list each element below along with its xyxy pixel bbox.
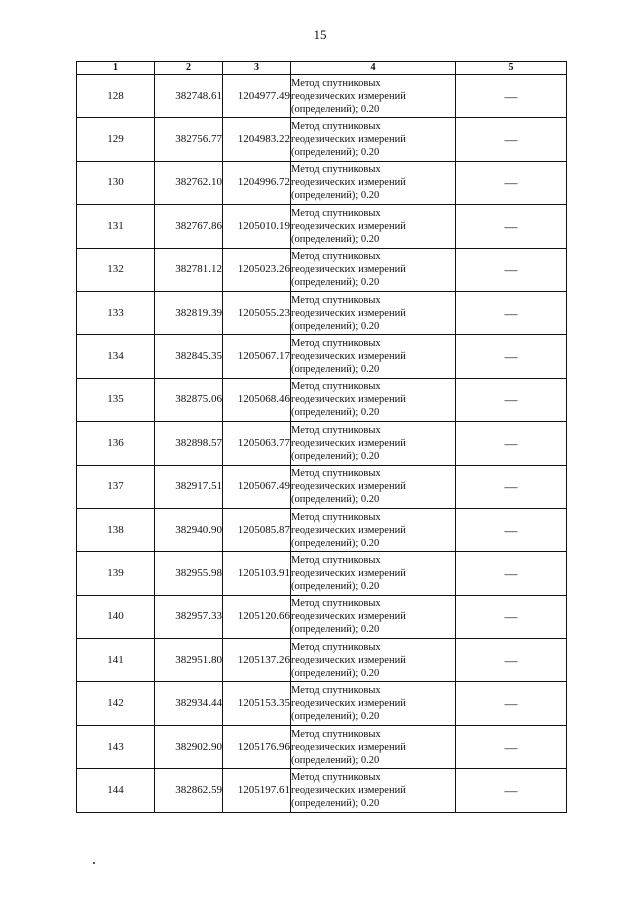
method-line-3: (определений); 0.20 xyxy=(291,320,380,332)
table-row xyxy=(77,291,567,334)
note-cell: — xyxy=(456,335,567,378)
method-line-2: геодезических измерений xyxy=(291,784,406,796)
x-coordinate-cell: 382762.10 xyxy=(155,161,223,204)
method-line-1: Метод спутниковых xyxy=(291,424,381,436)
note-cell: — xyxy=(456,465,567,508)
table-row xyxy=(77,248,567,291)
method-line-2: геодезических измерений xyxy=(291,437,406,449)
y-coordinate-cell: 1204996.72 xyxy=(223,161,291,204)
method-line-2: геодезических измерений xyxy=(291,134,406,146)
x-coordinate-cell: 382898.57 xyxy=(155,422,223,465)
x-coordinate-cell: 382819.39 xyxy=(155,291,223,334)
note-cell: — xyxy=(456,725,567,768)
method-line-1: Метод спутниковых xyxy=(291,641,381,653)
y-coordinate-cell: 1205010.19 xyxy=(223,205,291,248)
method-line-2: геодезических измерений xyxy=(291,307,406,319)
method-line-3: (определений); 0.20 xyxy=(291,537,380,549)
table-row xyxy=(77,75,567,118)
method-cell xyxy=(291,75,456,118)
x-coordinate-cell: 382951.80 xyxy=(155,639,223,682)
method-line-2: геодезических измерений xyxy=(291,698,406,710)
scan-speck xyxy=(93,862,95,864)
method-cell xyxy=(291,595,456,638)
y-coordinate-cell: 1205055.23 xyxy=(223,291,291,334)
point-number-cell: 135 xyxy=(77,378,155,421)
method-line-1: Метод спутниковых xyxy=(291,554,381,566)
table-row xyxy=(77,118,567,161)
method-line-3: (определений); 0.20 xyxy=(291,580,380,592)
x-coordinate-cell: 382917.51 xyxy=(155,465,223,508)
method-line-1: Метод спутниковых xyxy=(291,381,381,393)
y-coordinate-cell: 1205197.61 xyxy=(223,769,291,812)
point-number-cell: 139 xyxy=(77,552,155,595)
method-line-3: (определений); 0.20 xyxy=(291,450,380,462)
note-cell: — xyxy=(456,639,567,682)
point-number-cell: 140 xyxy=(77,595,155,638)
point-number-cell: 143 xyxy=(77,725,155,768)
table-row xyxy=(77,465,567,508)
method-line-2: геодезических измерений xyxy=(291,567,406,579)
y-coordinate-cell: 1204983.22 xyxy=(223,118,291,161)
y-coordinate-cell: 1205067.49 xyxy=(223,465,291,508)
table-row xyxy=(77,639,567,682)
note-cell: — xyxy=(456,248,567,291)
method-cell xyxy=(291,291,456,334)
point-number-cell: 137 xyxy=(77,465,155,508)
method-line-2: геодезических измерений xyxy=(291,220,406,232)
method-line-1: Метод спутниковых xyxy=(291,207,381,219)
table-header xyxy=(77,62,567,75)
method-line-1: Метод спутниковых xyxy=(291,294,381,306)
method-cell xyxy=(291,465,456,508)
y-coordinate-cell: 1205063.77 xyxy=(223,422,291,465)
note-cell: — xyxy=(456,682,567,725)
point-number-cell: 130 xyxy=(77,161,155,204)
method-cell xyxy=(291,205,456,248)
x-coordinate-cell: 382767.86 xyxy=(155,205,223,248)
method-cell xyxy=(291,335,456,378)
point-number-cell: 133 xyxy=(77,291,155,334)
method-cell xyxy=(291,248,456,291)
note-cell: — xyxy=(456,118,567,161)
table-row xyxy=(77,422,567,465)
method-cell xyxy=(291,682,456,725)
y-coordinate-cell: 1205085.87 xyxy=(223,508,291,551)
point-number-cell: 131 xyxy=(77,205,155,248)
method-line-1: Метод спутниковых xyxy=(291,511,381,523)
method-line-1: Метод спутниковых xyxy=(291,598,381,610)
table-row xyxy=(77,682,567,725)
table-row xyxy=(77,508,567,551)
y-coordinate-cell: 1205023.26 xyxy=(223,248,291,291)
method-cell xyxy=(291,378,456,421)
method-line-3: (определений); 0.20 xyxy=(291,103,380,115)
note-cell: — xyxy=(456,552,567,595)
table-row xyxy=(77,725,567,768)
method-cell xyxy=(291,552,456,595)
method-line-1: Метод спутниковых xyxy=(291,685,381,697)
method-cell xyxy=(291,639,456,682)
x-coordinate-cell: 382756.77 xyxy=(155,118,223,161)
point-number-cell: 136 xyxy=(77,422,155,465)
table-row xyxy=(77,161,567,204)
note-cell: — xyxy=(456,75,567,118)
x-coordinate-cell: 382781.12 xyxy=(155,248,223,291)
x-coordinate-cell: 382875.06 xyxy=(155,378,223,421)
method-line-3: (определений); 0.20 xyxy=(291,754,380,766)
x-coordinate-cell: 382862.59 xyxy=(155,769,223,812)
method-line-3: (определений); 0.20 xyxy=(291,407,380,419)
note-cell: — xyxy=(456,291,567,334)
method-line-3: (определений); 0.20 xyxy=(291,277,380,289)
header-col-1: 1 xyxy=(77,62,155,75)
x-coordinate-cell: 382902.90 xyxy=(155,725,223,768)
note-cell: — xyxy=(456,595,567,638)
method-line-3: (определений); 0.20 xyxy=(291,190,380,202)
method-line-1: Метод спутниковых xyxy=(291,468,381,480)
y-coordinate-cell: 1205067.17 xyxy=(223,335,291,378)
method-line-1: Метод спутниковых xyxy=(291,164,381,176)
point-number-cell: 141 xyxy=(77,639,155,682)
method-line-1: Метод спутниковых xyxy=(291,77,381,89)
method-line-3: (определений); 0.20 xyxy=(291,364,380,376)
method-line-1: Метод спутниковых xyxy=(291,121,381,133)
point-number-cell: 132 xyxy=(77,248,155,291)
header-col-5: 5 xyxy=(456,62,567,75)
method-line-3: (определений); 0.20 xyxy=(291,797,380,809)
x-coordinate-cell: 382934.44 xyxy=(155,682,223,725)
note-cell: — xyxy=(456,161,567,204)
x-coordinate-cell: 382955.98 xyxy=(155,552,223,595)
y-coordinate-cell: 1205176.96 xyxy=(223,725,291,768)
method-line-2: геодезических измерений xyxy=(291,90,406,102)
x-coordinate-cell: 382957.33 xyxy=(155,595,223,638)
method-line-3: (определений); 0.20 xyxy=(291,667,380,679)
x-coordinate-cell: 382748.61 xyxy=(155,75,223,118)
table-row xyxy=(77,769,567,812)
note-cell: — xyxy=(456,378,567,421)
method-line-2: геодезических измерений xyxy=(291,741,406,753)
table-body xyxy=(77,75,567,813)
point-number-cell: 142 xyxy=(77,682,155,725)
point-number-cell: 128 xyxy=(77,75,155,118)
method-line-2: геодезических измерений xyxy=(291,524,406,536)
y-coordinate-cell: 1204977.49 xyxy=(223,75,291,118)
x-coordinate-cell: 382940.90 xyxy=(155,508,223,551)
method-line-2: геодезических измерений xyxy=(291,351,406,363)
method-line-2: геодезических измерений xyxy=(291,394,406,406)
method-line-1: Метод спутниковых xyxy=(291,251,381,263)
method-cell xyxy=(291,725,456,768)
coordinates-table xyxy=(76,61,567,813)
y-coordinate-cell: 1205103.91 xyxy=(223,552,291,595)
point-number-cell: 138 xyxy=(77,508,155,551)
note-cell: — xyxy=(456,508,567,551)
header-col-4: 4 xyxy=(291,62,456,75)
method-cell xyxy=(291,769,456,812)
point-number-cell: 144 xyxy=(77,769,155,812)
header-col-2: 2 xyxy=(155,62,223,75)
method-line-3: (определений); 0.20 xyxy=(291,494,380,506)
point-number-cell: 134 xyxy=(77,335,155,378)
method-cell xyxy=(291,118,456,161)
method-line-1: Метод спутниковых xyxy=(291,771,381,783)
x-coordinate-cell: 382845.35 xyxy=(155,335,223,378)
note-cell: — xyxy=(456,769,567,812)
method-line-2: геодезических измерений xyxy=(291,481,406,493)
y-coordinate-cell: 1205120.66 xyxy=(223,595,291,638)
header-row xyxy=(77,62,567,75)
note-cell: — xyxy=(456,205,567,248)
note-cell: — xyxy=(456,422,567,465)
table-row xyxy=(77,205,567,248)
y-coordinate-cell: 1205068.46 xyxy=(223,378,291,421)
method-cell xyxy=(291,161,456,204)
method-line-3: (определений); 0.20 xyxy=(291,624,380,636)
table-row xyxy=(77,378,567,421)
method-line-3: (определений); 0.20 xyxy=(291,711,380,723)
y-coordinate-cell: 1205137.26 xyxy=(223,639,291,682)
page-number: 15 xyxy=(313,27,327,42)
point-number-cell: 129 xyxy=(77,118,155,161)
method-cell xyxy=(291,422,456,465)
table-row xyxy=(77,335,567,378)
method-line-2: геодезических измерений xyxy=(291,654,406,666)
table-row xyxy=(77,552,567,595)
method-cell xyxy=(291,508,456,551)
method-line-3: (определений); 0.20 xyxy=(291,233,380,245)
method-line-1: Метод спутниковых xyxy=(291,728,381,740)
method-line-3: (определений); 0.20 xyxy=(291,147,380,159)
y-coordinate-cell: 1205153.35 xyxy=(223,682,291,725)
table-row xyxy=(77,595,567,638)
header-col-3: 3 xyxy=(223,62,291,75)
method-line-2: геодезических измерений xyxy=(291,177,406,189)
method-line-1: Метод спутниковых xyxy=(291,338,381,350)
method-line-2: геодезических измерений xyxy=(291,611,406,623)
method-line-2: геодезических измерений xyxy=(291,264,406,276)
